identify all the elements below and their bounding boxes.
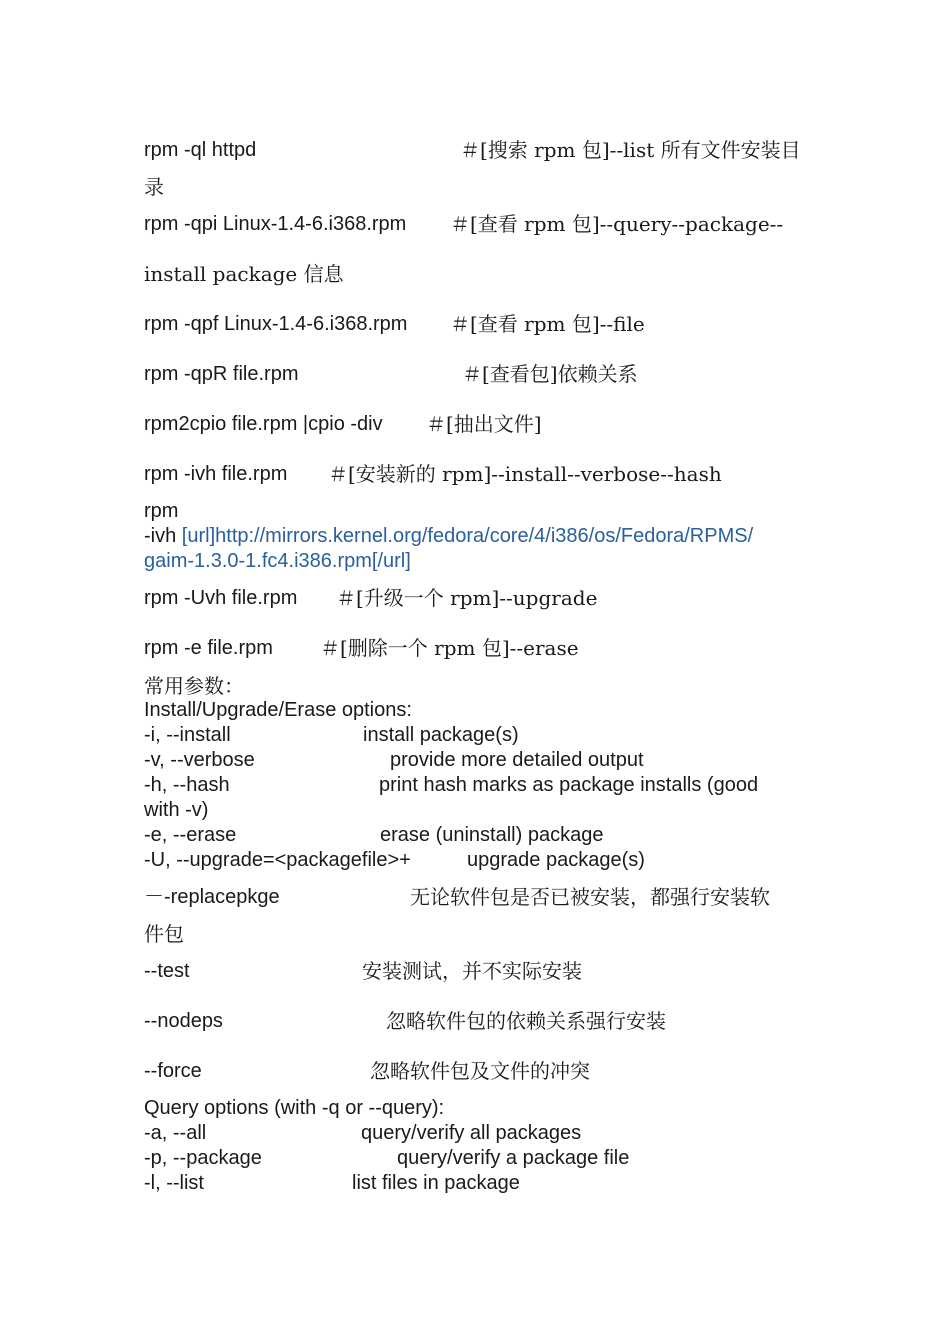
option-description: print hash marks as package installs (good	[379, 774, 759, 796]
command-line: rpm -Uvh file.rpm	[144, 587, 298, 609]
command-line: rpm -qpR file.rpm	[144, 363, 299, 385]
rpm-url-link[interactable]: [url]http://mirrors.kernel.org/fedora/core/4/i386/os/Fedora/RPMS/	[181, 525, 754, 547]
command-comment: ＃[查看 rpm 包]--file	[450, 312, 645, 336]
option-description: provide more detailed output	[390, 749, 644, 771]
option-description: query/verify all packages	[361, 1122, 582, 1144]
command-line-with-link	[144, 524, 753, 548]
comment-continuation: 录	[144, 175, 164, 199]
option-description: list files in package	[352, 1172, 520, 1194]
command-line: rpm -ivh file.rpm	[144, 463, 288, 485]
command-comment: ＃[安装新的 rpm]--install--verbose--hash	[328, 462, 722, 486]
option-description: 忽略软件包及文件的冲突	[370, 1059, 590, 1083]
option-name: -v, --verbose	[144, 749, 255, 771]
option-name: -h, --hash	[144, 774, 230, 796]
command-comment: ＃[搜索 rpm 包]--list 所有文件安装目	[460, 138, 801, 162]
command-line: rpm -qpf Linux-1.4-6.i368.rpm	[144, 313, 408, 335]
option-name: --test	[144, 960, 190, 982]
command-line: rpm	[144, 500, 179, 522]
option-description: install package(s)	[363, 724, 519, 746]
command-line: rpm -ql httpd	[144, 139, 257, 161]
option-name: －-replacepkge	[144, 886, 280, 908]
option-name: -e, --erase	[144, 824, 237, 846]
command-comment: ＃[升级一个 rpm]--upgrade	[336, 586, 598, 610]
comment-continuation: install package 信息	[144, 262, 344, 286]
option-name: --nodeps	[144, 1010, 223, 1032]
command-prefix: -ivh	[144, 525, 182, 547]
option-description: query/verify a package file	[397, 1147, 630, 1169]
install-options-heading: Install/Upgrade/Erase options:	[144, 699, 412, 721]
option-name: -p, --package	[144, 1147, 262, 1169]
option-name: -U, --upgrade=<packagefile>+	[144, 849, 411, 871]
option-description: erase (uninstall) package	[380, 824, 604, 846]
option-description: upgrade package(s)	[467, 849, 645, 871]
option-description: 无论软件包是否已被安装，都强行安装软	[410, 885, 770, 909]
option-description-continuation: 件包	[144, 922, 184, 946]
query-options-heading: Query options (with -q or --query):	[144, 1097, 445, 1119]
option-description: 安装测试，并不实际安装	[362, 959, 582, 983]
command-comment: ＃[查看包]依赖关系	[462, 362, 638, 386]
option-name: -a, --all	[144, 1122, 207, 1144]
command-line: rpm2cpio file.rpm |cpio -div	[144, 413, 383, 435]
option-description: 忽略软件包的依赖关系强行安装	[386, 1009, 666, 1033]
command-line: rpm -e file.rpm	[144, 637, 273, 659]
command-comment: ＃[查看 rpm 包]--query--package--	[450, 212, 784, 236]
option-name: --force	[144, 1060, 202, 1082]
command-comment: ＃[删除一个 rpm 包]--erase	[320, 636, 579, 660]
option-description-continuation: with -v)	[144, 799, 209, 821]
option-name: -l, --list	[144, 1172, 204, 1194]
rpm-url-link-continued[interactable]: gaim-1.3.0-1.fc4.i386.rpm[/url]	[144, 550, 411, 572]
params-heading: 常用参数：	[144, 674, 244, 698]
command-comment: ＃[抽出文件]	[426, 412, 542, 436]
option-name: -i, --install	[144, 724, 231, 746]
command-line: rpm -qpi Linux-1.4-6.i368.rpm	[144, 213, 407, 235]
